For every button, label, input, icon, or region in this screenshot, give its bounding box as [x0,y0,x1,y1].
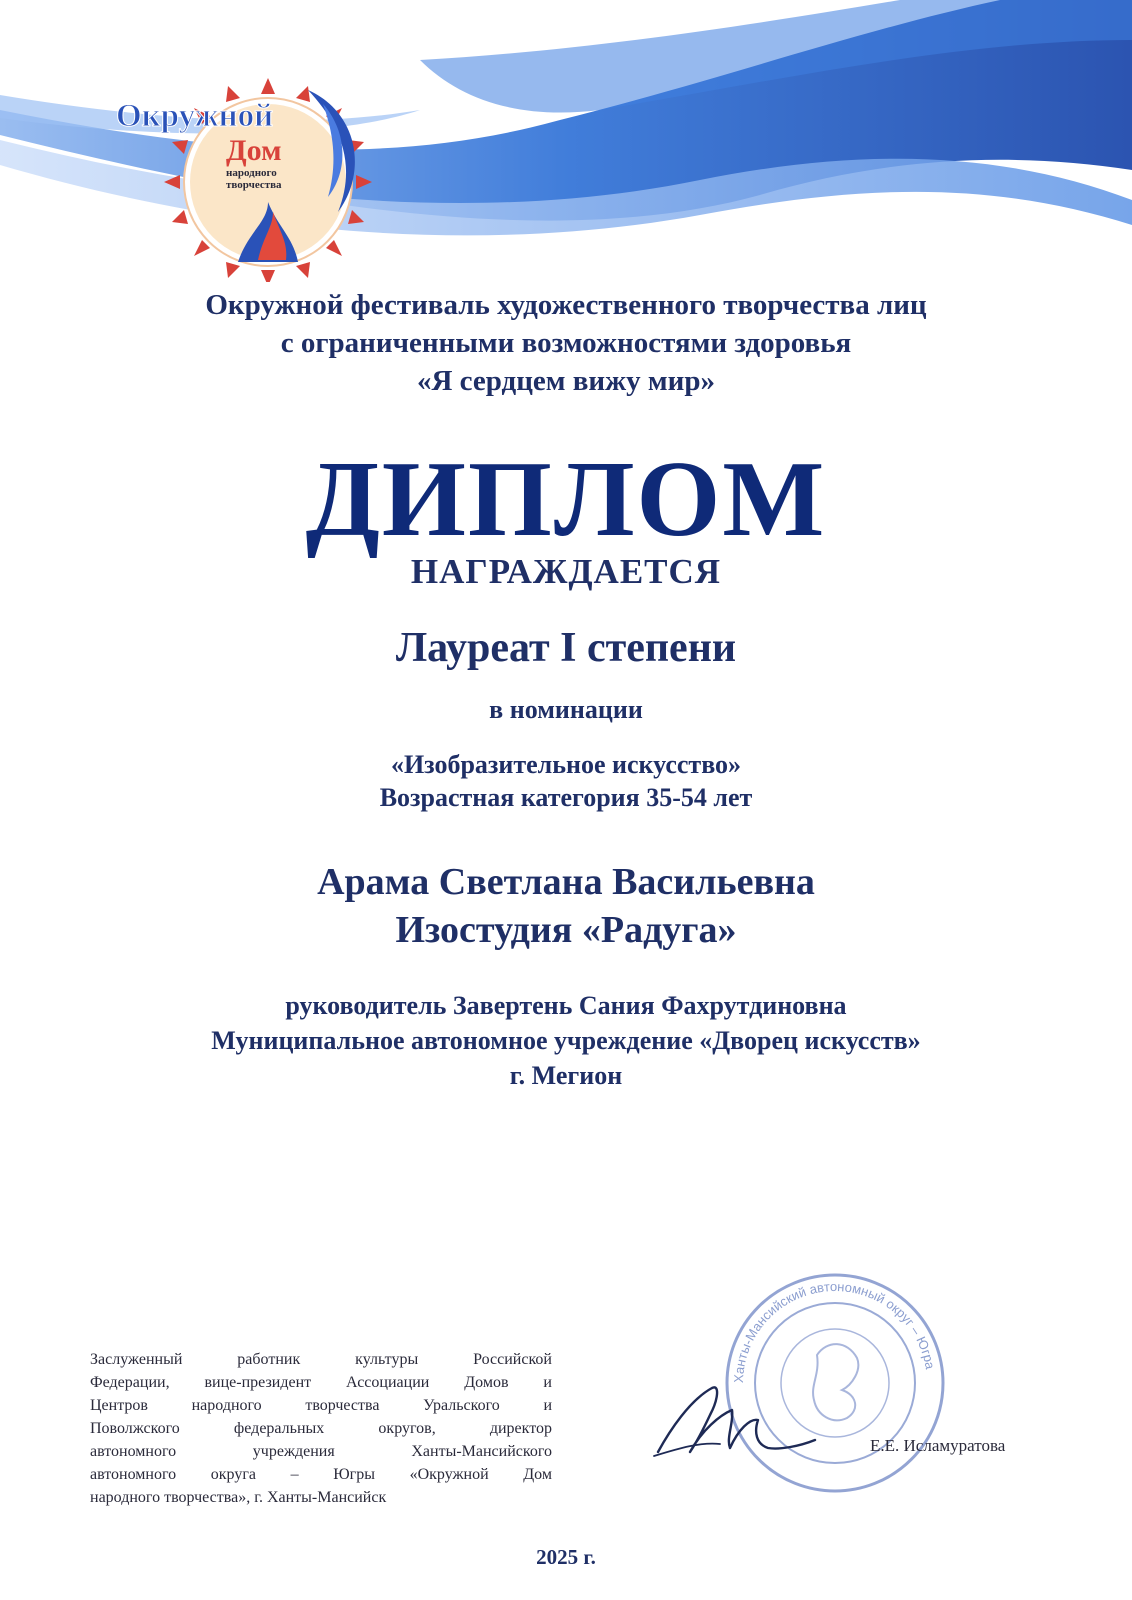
handwritten-signature [650,1360,820,1470]
laureate-degree: Лауреат I степени [395,625,737,671]
logo-text-okruzhnoy: Окружной [116,98,274,134]
city-name: г. Мегион [509,1061,623,1090]
credentials-line: Федерации, вице-президент Ассоциации Домов и [90,1374,552,1391]
winner-block [0,858,1132,954]
winner-name: Арама Светлана Васильевна [317,861,815,903]
issue-year: 2025 г. [536,1545,596,1569]
credentials-line: автономного учреждения Ханты-Мансийского [90,1443,552,1460]
winner-studio: Изостудия «Радуга» [395,909,737,951]
age-category: Возрастная категория 35-54 лет [379,783,753,812]
credentials-line: Заслуженный работник культуры Российской [90,1351,552,1368]
institution-name: Муниципальное автономное учреждение «Дворец искусств» [211,1026,921,1055]
nomination-name: «Изобразительное искусство» [390,750,742,779]
nomination-intro: в номинации [489,695,643,724]
logo-text-tvorchestva: творчества [226,179,282,191]
credentials-line: Центров народного творчества Уральского и [90,1397,552,1414]
nomination-block [0,748,1132,814]
okruzhnoy-dom-logo [108,62,398,282]
awarded-label: НАГРАЖДАЕТСЯ [410,552,722,591]
supervisor-name: руководитель Завертень Сания Фахрутдиновна [285,991,847,1020]
logo-text-narodnogo: народного [226,167,277,179]
festival-title-line: с ограниченными возможностями здоровья [280,327,852,359]
festival-title-line: Окружной фестиваль художественного творчества лиц [205,289,927,321]
logo-text-dom: Дом [226,134,282,167]
signer-name: Е.Е. Исламуратова [870,1436,1006,1455]
credentials-line: автономного округа – Югры «Окружной Дом [90,1466,552,1483]
credentials-line: народного творчества», г. Ханты-Мансийск [90,1489,387,1506]
diploma-heading: ДИПЛОМ [305,440,827,559]
credentials-line: Поволжского федеральных округов, директор [90,1420,552,1437]
supervisor-block [0,988,1132,1093]
signer-credentials [90,1348,552,1509]
festival-title-line: «Я сердцем вижу мир» [416,365,716,397]
festival-title [0,286,1132,400]
seal-text: Ханты-Мансийский автономный округ – Югра [730,1278,938,1384]
